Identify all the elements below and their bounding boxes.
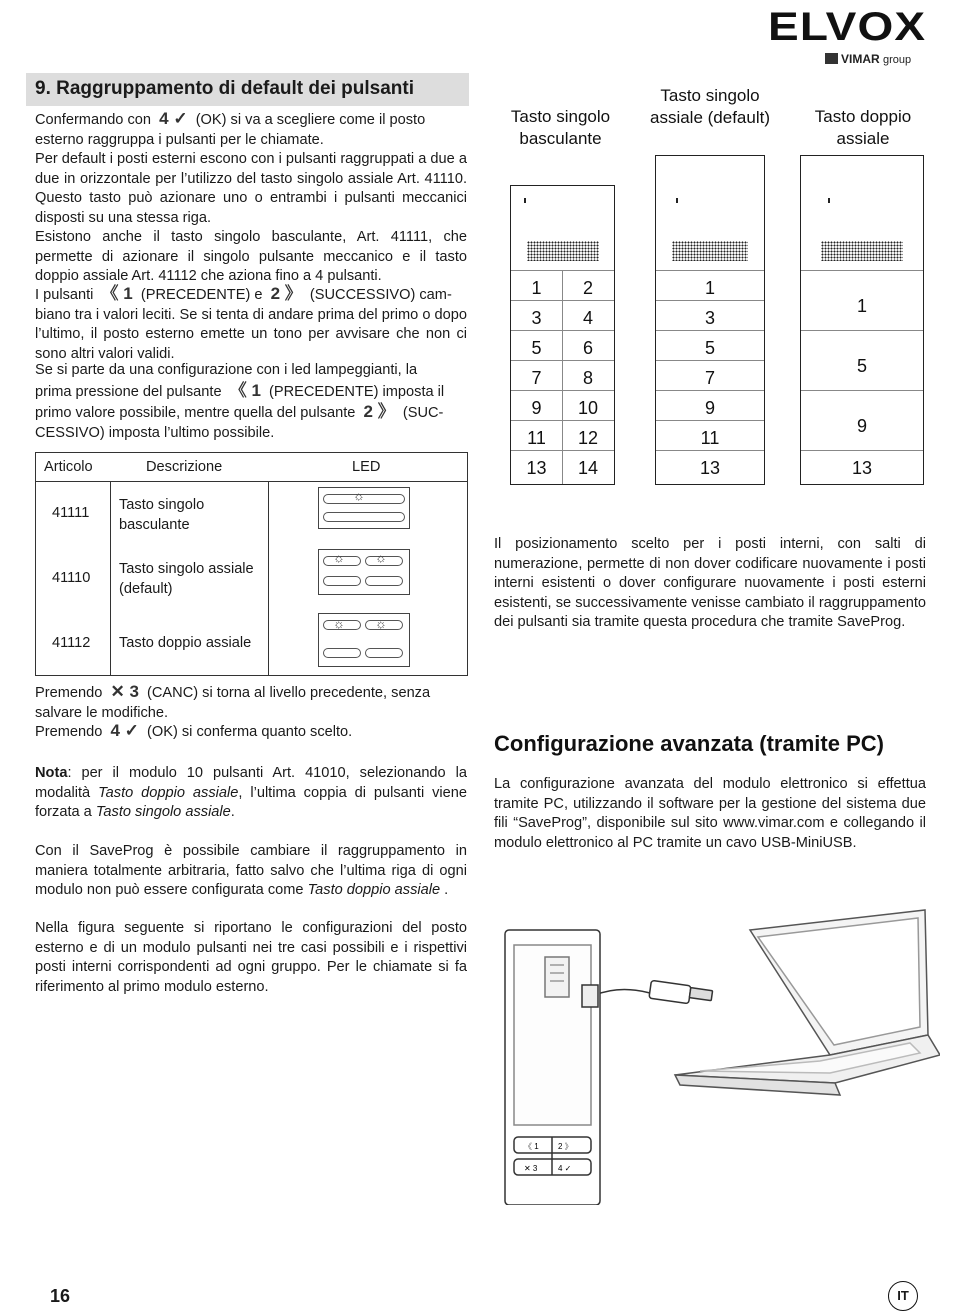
led-double-axial-icon: ☼ ☼	[318, 613, 410, 667]
prev-next-paragraph	[35, 286, 467, 364]
table-row-art: 41111	[52, 505, 90, 521]
panel-title-doppio: Tasto doppio assiale	[814, 107, 912, 148]
vimar-label: VIMAR	[841, 52, 880, 66]
text-prima-pressione: prima pressione del pulsante	[35, 383, 222, 400]
table-header-articolo: Articolo	[44, 459, 93, 475]
button-number: 3	[531, 308, 542, 328]
led-dot-icon	[676, 198, 678, 203]
brand-name: ELVOX	[768, 5, 927, 49]
table-row-desc: Tasto singolo assiale (default)	[119, 561, 254, 597]
next-key-icon: 2 》	[363, 402, 395, 421]
text-primo-valore: primo valore possibile, mentre quella del pulsante	[35, 405, 356, 421]
laptop-icon	[675, 910, 940, 1095]
panel-assiale	[655, 155, 765, 485]
button-number: 14	[577, 458, 599, 478]
button-number: 1	[531, 278, 542, 298]
positioning-paragraph: Il posizionamento scelto per i posti interni, con salti di numerazione, permette di non dover codificare nuovamente i posti interni esistenti o dover configurare nuovamente i posti esterni esistenti, se successivamente venisse cambiato il raggruppamento dei pulsanti sia tramite questa procedura che tramite SaveProg.	[494, 536, 926, 630]
button-number: 9	[704, 398, 715, 418]
button-number: 13	[526, 458, 547, 478]
table-header-descrizione: Descrizione	[146, 459, 223, 475]
button-number: 11	[700, 428, 720, 448]
article-table	[35, 452, 468, 676]
language-badge: IT	[888, 1281, 918, 1311]
button-number: 7	[704, 368, 715, 388]
button-number: 5	[531, 338, 542, 358]
text-cessivo: CESSIVO) imposta l’ultimo possibile.	[35, 424, 275, 441]
button-number: 6	[582, 338, 593, 358]
button-number: 1	[704, 278, 715, 298]
button-number: 9	[531, 398, 542, 418]
table-header-divider	[36, 481, 467, 482]
led-dot-icon	[828, 198, 830, 203]
led-paragraph	[35, 361, 467, 443]
vimar-mark-icon	[825, 53, 838, 64]
module-key-prev: 《 1	[524, 1142, 539, 1151]
panel-basculante	[510, 185, 615, 485]
ok-key-icon: 4 ✓	[110, 721, 139, 740]
led-single-axial-icon: ☼ ☼	[318, 549, 410, 595]
speaker-grille-icon	[527, 241, 599, 261]
button-number: 5	[856, 356, 867, 376]
text-successivo: (SUCCESSIVO) cam-	[309, 287, 452, 303]
elvox-logo	[768, 5, 927, 68]
button-number: 8	[582, 368, 593, 388]
ok-key-icon: 4 ✓	[159, 109, 188, 128]
usb-cable-icon	[595, 980, 713, 1003]
module-laptop-illustration	[500, 905, 940, 1205]
intro-ok-paragraph	[35, 111, 467, 150]
button-number: 13	[851, 458, 873, 478]
text-i-pulsanti: I pulsanti	[35, 287, 94, 303]
button-number: 3	[704, 308, 715, 328]
button-number: 13	[699, 458, 721, 478]
section-title: 9. Raggruppamento di default dei pulsanti	[35, 78, 414, 99]
module-key-ok: 4 ✓	[558, 1164, 572, 1173]
advanced-config-title: Configurazione avanzata (tramite PC)	[494, 731, 884, 756]
led-dot-icon	[524, 198, 526, 203]
table-row-art: 41110	[52, 570, 91, 586]
text-limits: biano tra i valori leciti. Se si tenta di andare prima del primo o dopo l’ultimo, il posto esterno emette un tono per avvisare che non ci sono altri valori validi.	[35, 306, 467, 362]
group-label: group	[883, 54, 912, 66]
button-number: 11	[527, 428, 546, 448]
table-header-led: LED	[352, 459, 381, 475]
led-single-rocker-icon: ☼	[318, 487, 410, 529]
module-board-icon	[505, 930, 600, 1205]
button-number: 9	[856, 416, 867, 436]
panel-title-basculante: Tasto singolo basculante	[510, 107, 611, 148]
button-number: 2	[582, 278, 593, 298]
next-key-icon: 2 》	[270, 284, 302, 303]
button-number: 4	[582, 308, 593, 328]
button-number: 10	[577, 398, 599, 418]
button-number: 1	[856, 296, 867, 316]
module-key-canc: ✕ 3	[524, 1164, 538, 1173]
panel-title-assiale: Tasto singolo assiale (default)	[649, 86, 770, 127]
nota-paragraph: Nota: per il modulo 10 pulsanti Art. 41010, selezionando la modalità Tasto doppio assiale, l’ultima coppia di pulsanti viene forzata a Tasto singolo assiale.	[35, 765, 467, 820]
table-row-art: 41112	[52, 635, 91, 651]
button-number: 7	[531, 368, 542, 388]
text-imposta-primo: (PRECEDENTE) imposta il	[269, 383, 445, 400]
text-ok-description: (OK) si va a scegliere come il posto	[195, 112, 426, 128]
prev-key-icon: 《 1	[229, 380, 261, 400]
table-col-divider	[110, 481, 111, 675]
text-confermando: Confermando con	[35, 112, 152, 128]
saveprog-paragraph: Con il SaveProg è possibile cambiare il raggruppamento in maniera totalmente arbitraria, fatto salvo che l’ultima riga di ogni modulo non può essere configurata come Tasto doppio assiale .	[35, 843, 467, 898]
canc-paragraph: Premendo ✕ 3 (CANC) si torna al livello precedente, senza salvare le modifiche. Premendo 4 ✓ (OK) si conferma quanto scelto.	[35, 682, 431, 740]
canc-key-icon: ✕ 3	[110, 682, 139, 701]
module-key-next: 2 》	[558, 1142, 573, 1151]
text-precedente: (PRECEDENTE) e	[140, 287, 263, 303]
speaker-grille-icon	[672, 241, 748, 261]
button-number: 5	[704, 338, 715, 358]
page-number: 16	[50, 1286, 71, 1306]
default-grouping-paragraph: Per default i posti esterni escono con i pulsanti raggruppati a due a due in orizzontale per l’utilizzo del tasto singolo assiale Art. 41110. Questo tasto può azionare uno o entrambi i pulsanti meccanici disposti su una stessa riga.	[35, 151, 467, 226]
speaker-grille-icon	[821, 241, 903, 261]
text-suc: (SUC-	[402, 405, 444, 421]
panel-doppio	[800, 155, 924, 485]
text-led-start: Se si parte da una configurazione con i led lampeggianti, la	[35, 362, 418, 378]
advanced-config-paragraph: La configurazione avanzata del modulo elettronico si effettua tramite PC, utilizzando il software per la gestione del sistema due fili “SaveProg”, disponibile sul sito www.vimar.com e collegando il modulo elettronico al PC tramite un cavo USB-MiniUSB.	[494, 776, 926, 851]
table-row-desc: Tasto doppio assiale	[119, 635, 252, 651]
prev-key-icon: 《 1	[101, 284, 133, 303]
button-number: 12	[577, 428, 599, 448]
vimar-group-logo	[825, 52, 911, 66]
figure-paragraph: Nella figura seguente si riportano le configurazioni del posto esterno e di un modulo pulsanti nei tre casi possibili e i rispettivi posti interni corrispondenti ad ogni gruppo. Per le chiamate si fa riferimento al primo modulo esterno.	[35, 920, 467, 995]
table-row-desc: Tasto singolo basculante	[119, 497, 205, 533]
text-esterno: esterno raggruppa i pulsanti per le chiamate.	[35, 131, 324, 148]
variants-paragraph: Esistono anche il tasto singolo basculante, Art. 41111, che permette di azionare il singolo pulsante meccanico e il tasto doppio assiale Art. 41112 che aziona fino a 4 pulsanti.	[35, 229, 467, 284]
